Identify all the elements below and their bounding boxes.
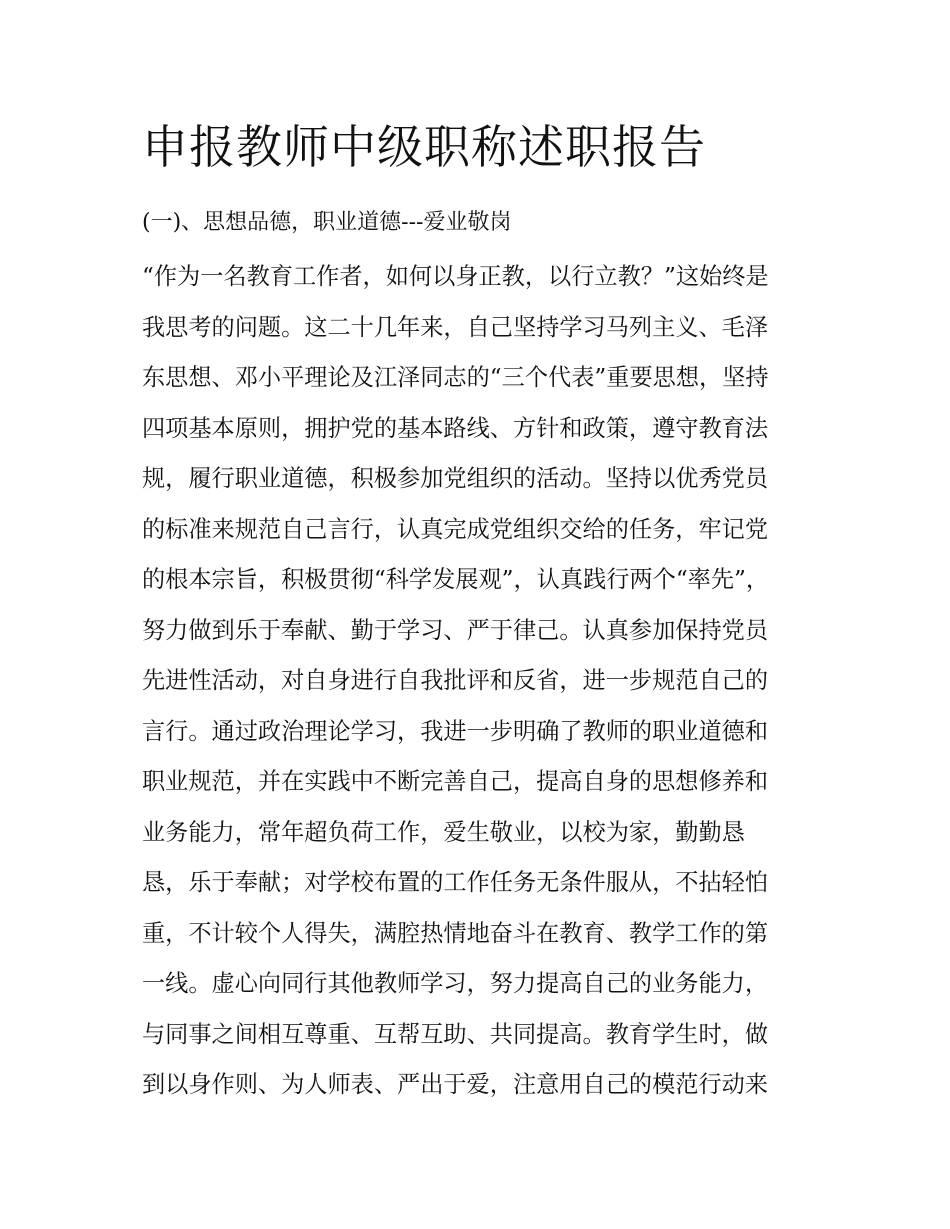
body-line: 规，履行职业道德，积极参加党组织的活动。坚持以优秀党员 (142, 465, 769, 492)
body-line: 我思考的问题。这二十几年来，自己坚持学习马列主义、毛泽 (142, 313, 769, 341)
body-line: “作为一名教育工作者，如何以身正教，以行立教？”这始终是 (142, 263, 769, 290)
body-line: 先进性活动，对自身进行自我批评和反省，进一步规范自己的 (142, 667, 769, 694)
body-line: 努力做到乐于奉献、勤于学习、严于律己。认真参加保持党员 (142, 616, 769, 644)
page-title: 申报教师中级职称述职报告 (142, 120, 706, 174)
body-line: 职业规范，并在实践中不断完善自己，提高自身的思想修养和 (142, 768, 769, 795)
body-line: 的根本宗旨，积极贯彻“科学发展观”，认真践行两个“率先”， (142, 566, 770, 593)
body-line: 与同事之间相互尊重、互帮互助、共同提高。教育学生时，做 (142, 1020, 769, 1048)
body-line: 业务能力，常年超负荷工作，爱生敬业，以校为家，勤勤恳 (142, 818, 745, 846)
body-line: 到以身作则、为人师表、严出于爱，注意用自己的模范行动来 (142, 1071, 769, 1098)
body-line: 重，不计较个人得失，满腔热情地奋斗在教育、教学工作的第 (142, 919, 769, 947)
body-line: 言行。通过政治理论学习，我进一步明确了教师的职业道德和 (142, 717, 769, 745)
body-line: 恳，乐于奉献；对学校布置的工作任务无条件服从，不拈轻怕 (142, 869, 769, 896)
section-heading: (一)、思想品德，职业道德---爱业敬岗 (142, 210, 512, 235)
body-text (142, 252, 822, 1111)
body-line: 四项基本原则，拥护党的基本路线、方针和政策，遵守教育法 (142, 414, 769, 442)
body-line: 的标准来规范自己言行，认真完成党组织交给的任务，牢记党 (142, 515, 769, 543)
body-line: 一线。虚心向同行其他教师学习，努力提高自己的业务能力， (142, 970, 769, 997)
body-line: 东思想、邓小平理论及江泽同志的“三个代表”重要思想，坚持 (142, 364, 769, 391)
